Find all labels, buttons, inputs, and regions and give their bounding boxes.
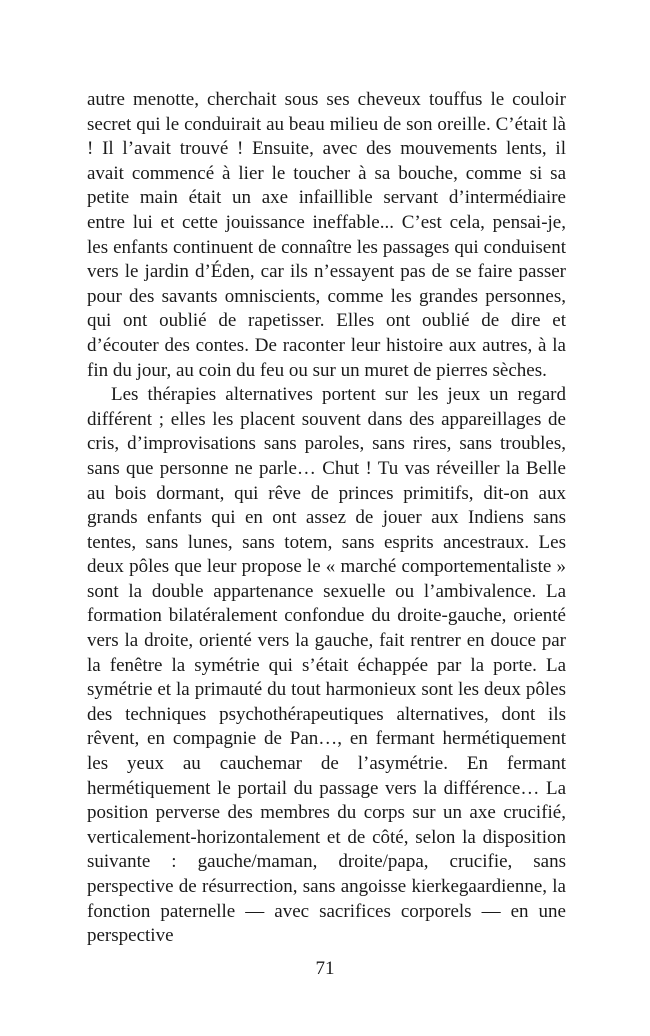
page-number: 71	[315, 958, 335, 979]
paragraph-1: autre menotte, cherchait sous ses cheveux touffus le couloir secret qui le conduirait au beau milieu de son oreille. C’était là ! Il l’avait trouvé ! Ensuite, avec des mouvements lents, il avait commencé à lier le toucher à sa bouche, comme si sa petite main était un axe infaillible servant d’intermédiaire entre lui et cette jouissance ineffable... C’est cela, pensai-je, les enfants continuent de connaître les passages qui conduisent vers le jardin d’Éden, car ils n’essayent pas de se faire passer pour des savants omniscients, comme les grandes personnes, qui ont oublié de rapetisser. Elles ont oublié de dire et d’écouter des contes. De raconter leur histoire aux autres, à la fin du jour, au coin du feu ou sur un muret de pierres sèches.	[87, 89, 566, 381]
body-text	[87, 88, 566, 949]
paragraph-2: Les thérapies alternatives portent sur les jeux un regard différent ; elles les placent souvent dans des appareillages de cris, d’improvisations sans paroles, sans rires, sans troubles, sans que personne ne parle… Chut ! Tu vas réveiller la Belle au bois dormant, qui rêve de princes primitifs, dit-on aux grands enfants qui en ont assez de jouer aux Indiens sans tentes, sans lunes, sans totem, sans esprits ancestraux. Les deux pôles que leur propose le « marché comportementaliste » sont la double appartenance sexuelle ou l’ambivalence. La formation bilatéralement confondue du droite-gauche, orienté vers la droite, orienté vers la gauche, fait rentrer en douce par la fenêtre la symétrie qui s’était échappée par la porte. La symétrie et la primauté du tout harmonieux sont les deux pôles des techniques psychothérapeutiques alternatives, dont ils rêvent, en compagnie de Pan…, en fermant hermétiquement les yeux au cauchemar de l’asymétrie. En fermant hermétiquement le portail du passage vers la différence… La position perverse des membres du corps sur un axe crucifié, verticalement-horizontalement et de côté, selon la disposition suivante : gauche/maman, droite/papa, crucifie, sans perspective de résurrection, sans angoisse kierkegaardienne, la fonction paternelle — avec sacrifices corporels — en une perspective	[87, 384, 566, 947]
